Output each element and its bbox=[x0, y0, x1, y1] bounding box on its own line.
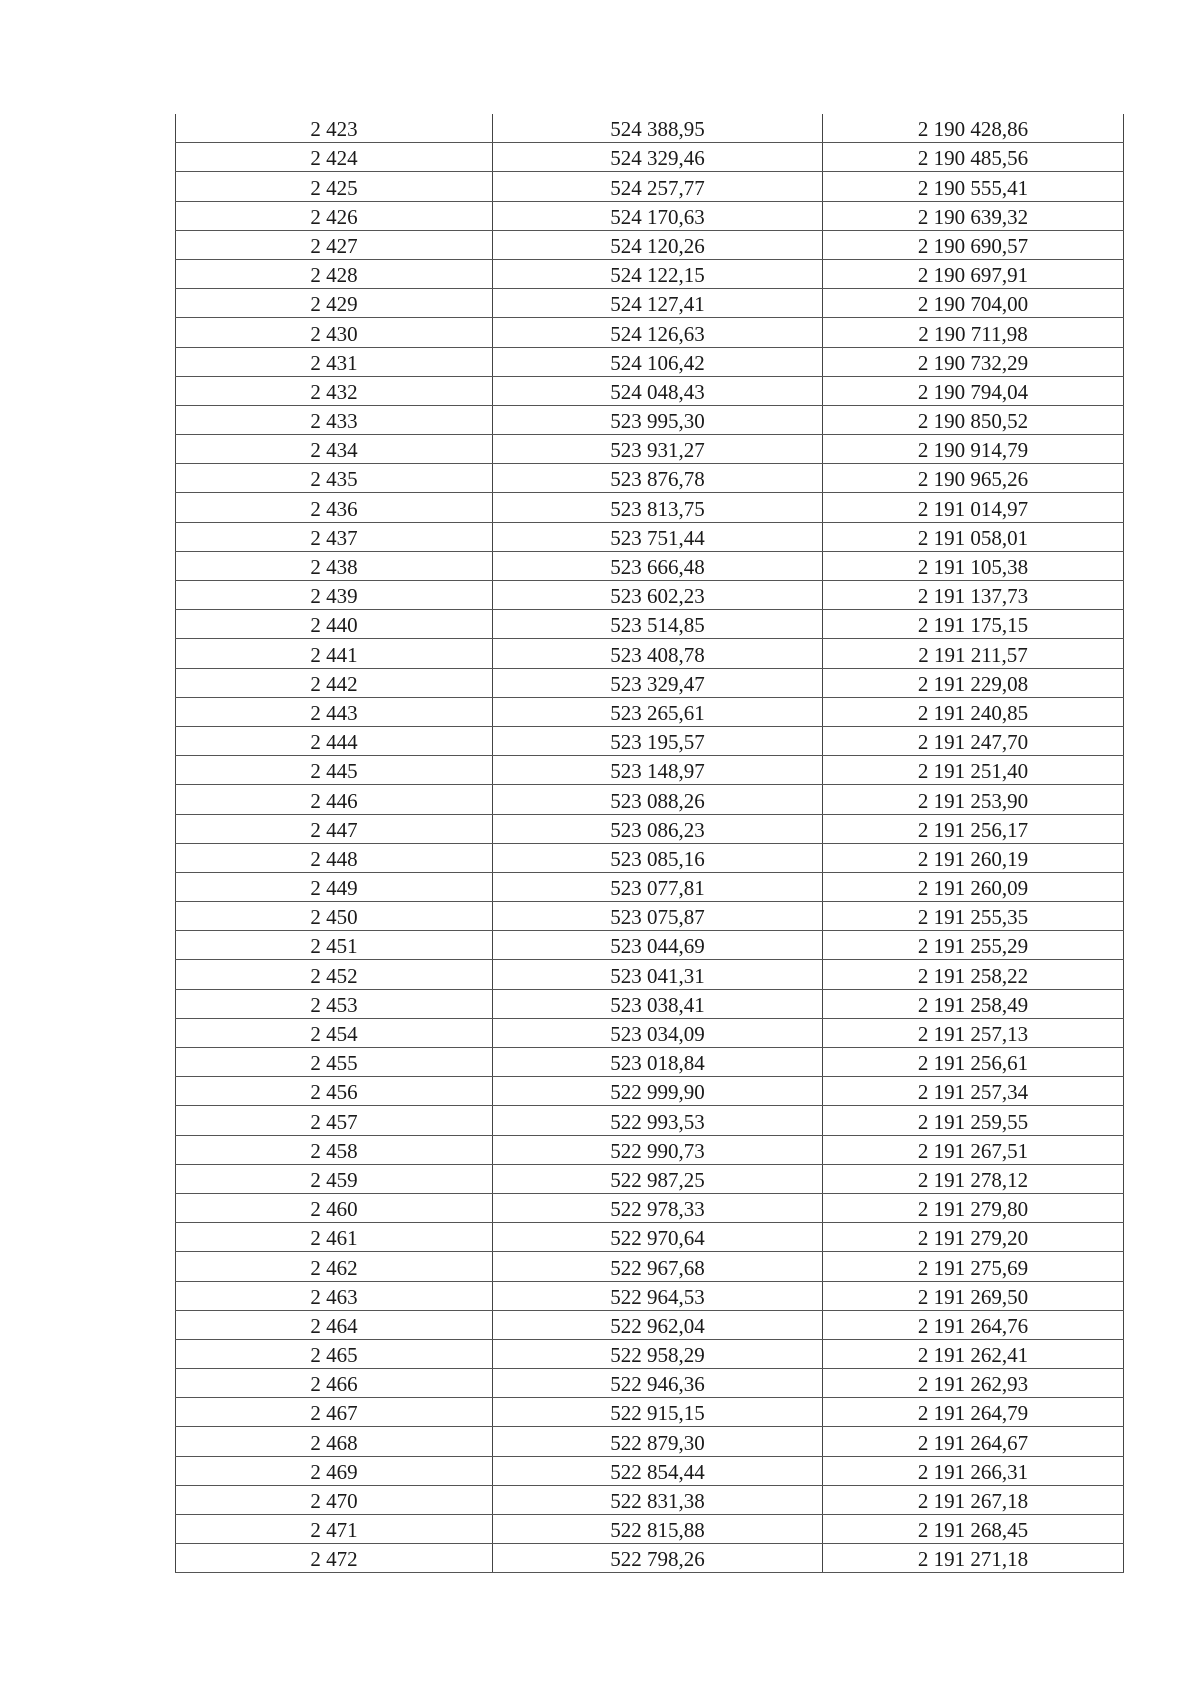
x-coordinate-cell: 523 602,23 bbox=[493, 581, 823, 610]
point-number-cell: 2 448 bbox=[176, 843, 493, 872]
y-coordinate-cell: 2 191 259,55 bbox=[823, 1106, 1124, 1135]
table-row bbox=[176, 726, 1124, 755]
table-row bbox=[176, 639, 1124, 668]
table-row bbox=[176, 522, 1124, 551]
table-row bbox=[176, 1252, 1124, 1281]
table-row bbox=[176, 1339, 1124, 1368]
point-number-cell: 2 461 bbox=[176, 1223, 493, 1252]
x-coordinate-cell: 523 034,09 bbox=[493, 1018, 823, 1047]
x-coordinate-cell: 522 831,38 bbox=[493, 1485, 823, 1514]
point-number-cell: 2 457 bbox=[176, 1106, 493, 1135]
point-number-cell: 2 425 bbox=[176, 172, 493, 201]
y-coordinate-cell: 2 191 058,01 bbox=[823, 522, 1124, 551]
point-number-cell: 2 430 bbox=[176, 318, 493, 347]
point-number-cell: 2 470 bbox=[176, 1485, 493, 1514]
y-coordinate-cell: 2 191 260,19 bbox=[823, 843, 1124, 872]
point-number-cell: 2 435 bbox=[176, 464, 493, 493]
point-number-cell: 2 472 bbox=[176, 1544, 493, 1573]
x-coordinate-cell: 523 995,30 bbox=[493, 405, 823, 434]
x-coordinate-cell: 522 999,90 bbox=[493, 1077, 823, 1106]
table-row bbox=[176, 1135, 1124, 1164]
table-row bbox=[176, 1018, 1124, 1047]
point-number-cell: 2 464 bbox=[176, 1310, 493, 1339]
y-coordinate-cell: 2 190 690,57 bbox=[823, 230, 1124, 259]
point-number-cell: 2 466 bbox=[176, 1369, 493, 1398]
x-coordinate-cell: 522 993,53 bbox=[493, 1106, 823, 1135]
table-row bbox=[176, 902, 1124, 931]
y-coordinate-cell: 2 191 266,31 bbox=[823, 1456, 1124, 1485]
y-coordinate-cell: 2 191 229,08 bbox=[823, 668, 1124, 697]
y-coordinate-cell: 2 191 258,22 bbox=[823, 960, 1124, 989]
table-row bbox=[176, 697, 1124, 726]
x-coordinate-cell: 524 170,63 bbox=[493, 201, 823, 230]
table-row bbox=[176, 1281, 1124, 1310]
y-coordinate-cell: 2 191 264,76 bbox=[823, 1310, 1124, 1339]
y-coordinate-cell: 2 191 211,57 bbox=[823, 639, 1124, 668]
point-number-cell: 2 463 bbox=[176, 1281, 493, 1310]
point-number-cell: 2 456 bbox=[176, 1077, 493, 1106]
x-coordinate-cell: 523 514,85 bbox=[493, 610, 823, 639]
table-row bbox=[176, 814, 1124, 843]
x-coordinate-cell: 522 854,44 bbox=[493, 1456, 823, 1485]
x-coordinate-cell: 523 931,27 bbox=[493, 435, 823, 464]
table-row bbox=[176, 1193, 1124, 1222]
x-coordinate-cell: 524 048,43 bbox=[493, 376, 823, 405]
x-coordinate-cell: 524 106,42 bbox=[493, 347, 823, 376]
x-coordinate-cell: 523 088,26 bbox=[493, 785, 823, 814]
point-number-cell: 2 460 bbox=[176, 1193, 493, 1222]
point-number-cell: 2 459 bbox=[176, 1164, 493, 1193]
x-coordinate-cell: 523 018,84 bbox=[493, 1048, 823, 1077]
x-coordinate-cell: 523 086,23 bbox=[493, 814, 823, 843]
y-coordinate-cell: 2 190 485,56 bbox=[823, 143, 1124, 172]
table-row bbox=[176, 1106, 1124, 1135]
table-row bbox=[176, 114, 1124, 143]
x-coordinate-cell: 522 958,29 bbox=[493, 1339, 823, 1368]
y-coordinate-cell: 2 191 267,51 bbox=[823, 1135, 1124, 1164]
table-row bbox=[176, 259, 1124, 288]
x-coordinate-cell: 523 075,87 bbox=[493, 902, 823, 931]
x-coordinate-cell: 522 815,88 bbox=[493, 1515, 823, 1544]
y-coordinate-cell: 2 190 711,98 bbox=[823, 318, 1124, 347]
point-number-cell: 2 465 bbox=[176, 1339, 493, 1368]
x-coordinate-cell: 524 122,15 bbox=[493, 259, 823, 288]
point-number-cell: 2 458 bbox=[176, 1135, 493, 1164]
y-coordinate-cell: 2 191 267,18 bbox=[823, 1485, 1124, 1514]
point-number-cell: 2 433 bbox=[176, 405, 493, 434]
y-coordinate-cell: 2 191 268,45 bbox=[823, 1515, 1124, 1544]
y-coordinate-cell: 2 191 247,70 bbox=[823, 726, 1124, 755]
point-number-cell: 2 452 bbox=[176, 960, 493, 989]
point-number-cell: 2 437 bbox=[176, 522, 493, 551]
table-row bbox=[176, 1223, 1124, 1252]
y-coordinate-cell: 2 191 255,35 bbox=[823, 902, 1124, 931]
x-coordinate-cell: 522 990,73 bbox=[493, 1135, 823, 1164]
point-number-cell: 2 426 bbox=[176, 201, 493, 230]
table-row bbox=[176, 581, 1124, 610]
table-row bbox=[176, 493, 1124, 522]
table-row bbox=[176, 1310, 1124, 1339]
x-coordinate-cell: 523 751,44 bbox=[493, 522, 823, 551]
x-coordinate-cell: 524 120,26 bbox=[493, 230, 823, 259]
x-coordinate-cell: 522 798,26 bbox=[493, 1544, 823, 1573]
y-coordinate-cell: 2 191 256,17 bbox=[823, 814, 1124, 843]
x-coordinate-cell: 522 970,64 bbox=[493, 1223, 823, 1252]
y-coordinate-cell: 2 191 264,67 bbox=[823, 1427, 1124, 1456]
x-coordinate-cell: 522 946,36 bbox=[493, 1369, 823, 1398]
y-coordinate-cell: 2 191 279,80 bbox=[823, 1193, 1124, 1222]
table-row bbox=[176, 347, 1124, 376]
point-number-cell: 2 471 bbox=[176, 1515, 493, 1544]
table-row bbox=[176, 668, 1124, 697]
x-coordinate-cell: 523 195,57 bbox=[493, 726, 823, 755]
point-number-cell: 2 423 bbox=[176, 114, 493, 143]
y-coordinate-cell: 2 190 555,41 bbox=[823, 172, 1124, 201]
y-coordinate-cell: 2 191 278,12 bbox=[823, 1164, 1124, 1193]
y-coordinate-cell: 2 190 639,32 bbox=[823, 201, 1124, 230]
x-coordinate-cell: 523 148,97 bbox=[493, 756, 823, 785]
point-number-cell: 2 451 bbox=[176, 931, 493, 960]
x-coordinate-cell: 523 077,81 bbox=[493, 872, 823, 901]
table-row bbox=[176, 872, 1124, 901]
point-number-cell: 2 431 bbox=[176, 347, 493, 376]
point-number-cell: 2 443 bbox=[176, 697, 493, 726]
x-coordinate-cell: 523 038,41 bbox=[493, 989, 823, 1018]
y-coordinate-cell: 2 191 256,61 bbox=[823, 1048, 1124, 1077]
y-coordinate-cell: 2 191 257,34 bbox=[823, 1077, 1124, 1106]
x-coordinate-cell: 523 044,69 bbox=[493, 931, 823, 960]
table-row bbox=[176, 1515, 1124, 1544]
y-coordinate-cell: 2 191 137,73 bbox=[823, 581, 1124, 610]
point-number-cell: 2 438 bbox=[176, 551, 493, 580]
table-row bbox=[176, 230, 1124, 259]
point-number-cell: 2 447 bbox=[176, 814, 493, 843]
point-number-cell: 2 467 bbox=[176, 1398, 493, 1427]
x-coordinate-cell: 524 127,41 bbox=[493, 289, 823, 318]
x-coordinate-cell: 523 408,78 bbox=[493, 639, 823, 668]
table-row bbox=[176, 289, 1124, 318]
table-row bbox=[176, 1427, 1124, 1456]
point-number-cell: 2 446 bbox=[176, 785, 493, 814]
table-row bbox=[176, 989, 1124, 1018]
table-row bbox=[176, 201, 1124, 230]
table-row bbox=[176, 1048, 1124, 1077]
table-row bbox=[176, 931, 1124, 960]
table-row bbox=[176, 1485, 1124, 1514]
y-coordinate-cell: 2 191 105,38 bbox=[823, 551, 1124, 580]
y-coordinate-cell: 2 190 732,29 bbox=[823, 347, 1124, 376]
x-coordinate-cell: 524 329,46 bbox=[493, 143, 823, 172]
x-coordinate-cell: 523 041,31 bbox=[493, 960, 823, 989]
point-number-cell: 2 432 bbox=[176, 376, 493, 405]
table-row bbox=[176, 756, 1124, 785]
x-coordinate-cell: 523 329,47 bbox=[493, 668, 823, 697]
point-number-cell: 2 450 bbox=[176, 902, 493, 931]
y-coordinate-cell: 2 191 175,15 bbox=[823, 610, 1124, 639]
y-coordinate-cell: 2 191 258,49 bbox=[823, 989, 1124, 1018]
point-number-cell: 2 429 bbox=[176, 289, 493, 318]
point-number-cell: 2 436 bbox=[176, 493, 493, 522]
table-row bbox=[176, 1544, 1124, 1573]
y-coordinate-cell: 2 191 269,50 bbox=[823, 1281, 1124, 1310]
point-number-cell: 2 434 bbox=[176, 435, 493, 464]
table-row bbox=[176, 1369, 1124, 1398]
y-coordinate-cell: 2 191 271,18 bbox=[823, 1544, 1124, 1573]
point-number-cell: 2 441 bbox=[176, 639, 493, 668]
table-row bbox=[176, 610, 1124, 639]
point-number-cell: 2 453 bbox=[176, 989, 493, 1018]
x-coordinate-cell: 523 813,75 bbox=[493, 493, 823, 522]
point-number-cell: 2 440 bbox=[176, 610, 493, 639]
y-coordinate-cell: 2 191 240,85 bbox=[823, 697, 1124, 726]
y-coordinate-cell: 2 191 255,29 bbox=[823, 931, 1124, 960]
point-number-cell: 2 439 bbox=[176, 581, 493, 610]
point-number-cell: 2 424 bbox=[176, 143, 493, 172]
y-coordinate-cell: 2 191 253,90 bbox=[823, 785, 1124, 814]
x-coordinate-cell: 522 879,30 bbox=[493, 1427, 823, 1456]
y-coordinate-cell: 2 190 697,91 bbox=[823, 259, 1124, 288]
y-coordinate-cell: 2 191 014,97 bbox=[823, 493, 1124, 522]
table-row bbox=[176, 1456, 1124, 1485]
y-coordinate-cell: 2 191 257,13 bbox=[823, 1018, 1124, 1047]
y-coordinate-cell: 2 190 914,79 bbox=[823, 435, 1124, 464]
x-coordinate-cell: 522 915,15 bbox=[493, 1398, 823, 1427]
y-coordinate-cell: 2 191 262,93 bbox=[823, 1369, 1124, 1398]
table-row bbox=[176, 1077, 1124, 1106]
table-row bbox=[176, 405, 1124, 434]
y-coordinate-cell: 2 190 704,00 bbox=[823, 289, 1124, 318]
point-number-cell: 2 469 bbox=[176, 1456, 493, 1485]
y-coordinate-cell: 2 191 279,20 bbox=[823, 1223, 1124, 1252]
table-row bbox=[176, 143, 1124, 172]
y-coordinate-cell: 2 191 264,79 bbox=[823, 1398, 1124, 1427]
point-number-cell: 2 449 bbox=[176, 872, 493, 901]
point-number-cell: 2 428 bbox=[176, 259, 493, 288]
table-row bbox=[176, 1398, 1124, 1427]
y-coordinate-cell: 2 191 260,09 bbox=[823, 872, 1124, 901]
point-number-cell: 2 455 bbox=[176, 1048, 493, 1077]
coordinates-table-body bbox=[176, 114, 1124, 1573]
y-coordinate-cell: 2 191 262,41 bbox=[823, 1339, 1124, 1368]
x-coordinate-cell: 522 987,25 bbox=[493, 1164, 823, 1193]
x-coordinate-cell: 523 876,78 bbox=[493, 464, 823, 493]
point-number-cell: 2 462 bbox=[176, 1252, 493, 1281]
point-number-cell: 2 468 bbox=[176, 1427, 493, 1456]
x-coordinate-cell: 523 265,61 bbox=[493, 697, 823, 726]
table-row bbox=[176, 1164, 1124, 1193]
table-row bbox=[176, 318, 1124, 347]
table-row bbox=[176, 785, 1124, 814]
table-row bbox=[176, 551, 1124, 580]
y-coordinate-cell: 2 190 965,26 bbox=[823, 464, 1124, 493]
y-coordinate-cell: 2 190 794,04 bbox=[823, 376, 1124, 405]
point-number-cell: 2 454 bbox=[176, 1018, 493, 1047]
x-coordinate-cell: 522 964,53 bbox=[493, 1281, 823, 1310]
y-coordinate-cell: 2 191 251,40 bbox=[823, 756, 1124, 785]
table-row bbox=[176, 172, 1124, 201]
x-coordinate-cell: 522 967,68 bbox=[493, 1252, 823, 1281]
x-coordinate-cell: 522 962,04 bbox=[493, 1310, 823, 1339]
point-number-cell: 2 442 bbox=[176, 668, 493, 697]
x-coordinate-cell: 523 666,48 bbox=[493, 551, 823, 580]
y-coordinate-cell: 2 191 275,69 bbox=[823, 1252, 1124, 1281]
table-row bbox=[176, 435, 1124, 464]
y-coordinate-cell: 2 190 428,86 bbox=[823, 114, 1124, 143]
table-row bbox=[176, 960, 1124, 989]
x-coordinate-cell: 524 388,95 bbox=[493, 114, 823, 143]
y-coordinate-cell: 2 190 850,52 bbox=[823, 405, 1124, 434]
coordinates-table bbox=[175, 114, 1124, 1573]
point-number-cell: 2 445 bbox=[176, 756, 493, 785]
x-coordinate-cell: 524 257,77 bbox=[493, 172, 823, 201]
table-row bbox=[176, 464, 1124, 493]
x-coordinate-cell: 522 978,33 bbox=[493, 1193, 823, 1222]
point-number-cell: 2 444 bbox=[176, 726, 493, 755]
table-row bbox=[176, 376, 1124, 405]
x-coordinate-cell: 524 126,63 bbox=[493, 318, 823, 347]
point-number-cell: 2 427 bbox=[176, 230, 493, 259]
table-row bbox=[176, 843, 1124, 872]
x-coordinate-cell: 523 085,16 bbox=[493, 843, 823, 872]
